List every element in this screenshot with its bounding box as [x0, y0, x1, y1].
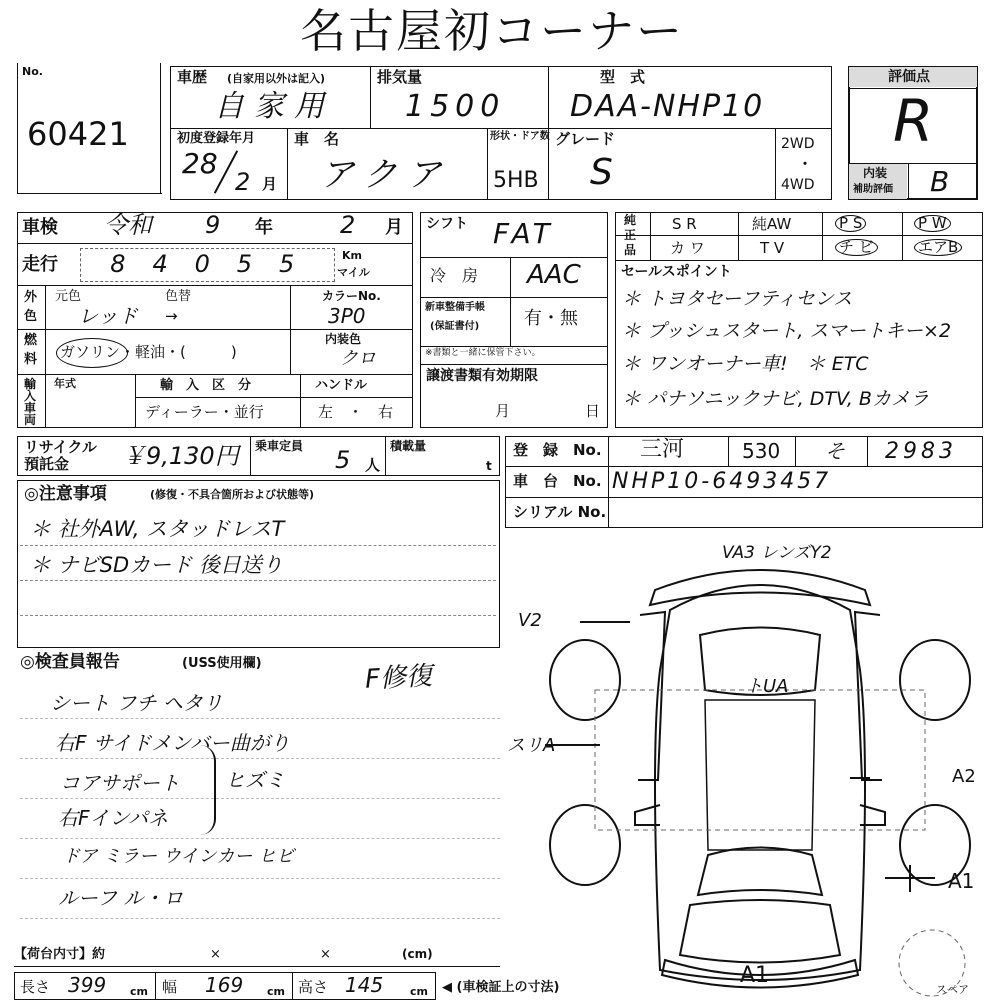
- genuine-label-2: 正: [624, 228, 637, 242]
- width-label: 幅: [162, 978, 178, 996]
- first-reg-month-unit: 月: [262, 175, 278, 193]
- inspection-month: 2: [340, 211, 356, 239]
- size-note: ◀ (車検証上の寸法): [442, 980, 560, 995]
- wheel-front-left: [550, 805, 620, 885]
- left-door-line: [638, 612, 665, 780]
- notes-title: ◎注意事項: [24, 484, 107, 504]
- diagram-spare: スペア: [936, 983, 969, 996]
- lot-border-right: [160, 63, 161, 193]
- cargo-unit: (cm): [402, 947, 433, 961]
- displacement-value: 1500: [405, 89, 506, 124]
- mileage-digit: 5: [236, 250, 253, 278]
- recycle-label-2: 預託金: [24, 455, 70, 473]
- color-label-a: 外: [24, 290, 38, 305]
- width-unit: cm: [267, 985, 285, 998]
- lot-no-label: No.: [22, 65, 43, 78]
- genuine-kawa: カ ワ: [670, 239, 705, 257]
- mileage-unit-km: Km: [342, 249, 362, 262]
- car-damage-diagram: [540, 550, 980, 1000]
- genuine-label-1: 純: [624, 213, 637, 227]
- sales-item: ＊ パナソニックナビ, DTV, Bカメラ: [622, 388, 929, 410]
- notes-item: ＊ ナビSDカード 後日送り: [30, 553, 283, 577]
- notes-sub: (修復・不具合箇所および状態等): [150, 488, 315, 501]
- length-label: 長さ: [20, 978, 51, 996]
- inspection-label: 車検: [22, 217, 58, 238]
- mileage-digit: 0: [194, 250, 210, 278]
- manual-note: ※書類と一緒に保管下さい。: [425, 348, 541, 358]
- lot-border-left: [17, 63, 18, 193]
- grade-label: グレード: [555, 130, 616, 148]
- color-code-label: カラーNo.: [322, 289, 381, 303]
- car-name-value: アクア: [320, 155, 451, 195]
- width-value: 169: [205, 973, 244, 997]
- import-cat-label: 輸 入 区 分: [160, 378, 252, 393]
- car-name-label: 車 名: [294, 130, 340, 148]
- first-reg-label: 初度登録年月: [177, 131, 256, 146]
- load-unit: t: [486, 459, 492, 473]
- fuel-label-a: 燃: [24, 333, 38, 348]
- inspector-sub: (USS使用欄): [182, 656, 262, 671]
- genuine-label-3: 品: [624, 243, 637, 257]
- model-type-value: DAA-NHP10: [570, 89, 765, 124]
- capacity-value: 5: [335, 446, 351, 474]
- inspector-line: 右Fインパネ: [58, 806, 169, 830]
- genuine-tv: T V: [760, 239, 785, 257]
- length-value: 399: [68, 973, 107, 997]
- shift-value: FAT: [493, 217, 554, 250]
- drive-4wd: 4WD: [781, 177, 815, 193]
- lot-border-bottom: [17, 193, 162, 194]
- fuel-label-b: 料: [24, 352, 38, 367]
- int-color-label: 内装色: [325, 332, 362, 346]
- rating-label: 評価点: [888, 69, 930, 85]
- right-door-line: [855, 612, 882, 780]
- inspector-line: ルーフ ル・ロ: [58, 886, 184, 910]
- inspector-line: 右F サイドメンバー曲がり: [55, 731, 290, 755]
- genuine-aw: 純AW: [752, 215, 792, 233]
- import-cat-value: ディーラー・並行: [145, 403, 264, 421]
- inspection-month-unit: 月: [385, 217, 403, 238]
- mileage-unit-mile: マイル: [337, 266, 370, 279]
- registration-class: 530: [742, 439, 781, 463]
- inspector-brace-note: ヒズミ: [225, 768, 285, 792]
- registration-number: 2983: [885, 439, 957, 464]
- rating-value: R: [893, 87, 934, 155]
- import-year-label: 年式: [54, 377, 76, 390]
- mileage-label: 走行: [22, 254, 58, 275]
- drive-sep: ・: [798, 157, 812, 173]
- load-label: 積載量: [390, 439, 427, 453]
- diagram-a2: A2: [952, 766, 976, 787]
- wheel-rear-right: [900, 640, 970, 720]
- first-reg-month: 2: [235, 168, 251, 196]
- inspector-brace: [200, 745, 216, 835]
- manual-value: 有・無: [524, 308, 578, 329]
- sales-item: ＊ トヨタセーフティセンス: [622, 288, 853, 310]
- rear-bumper: [650, 570, 870, 605]
- page-title: 名古屋初コーナー: [300, 4, 684, 58]
- capacity-label: 乗車定員: [255, 439, 304, 453]
- transfer-month: 月: [495, 402, 511, 420]
- windshield: [698, 848, 822, 896]
- color-orig-label: 元色: [55, 289, 82, 304]
- inspector-line: ドア ミラー ウインカー ヒビ: [62, 846, 295, 867]
- chassis-value: NHP10-6493457: [612, 469, 832, 494]
- diagram-a1-right: A1: [948, 869, 975, 893]
- grade-value: S: [590, 152, 613, 193]
- history-note: (自家用以外は記入): [227, 72, 326, 85]
- history-value: 自家用: [214, 89, 334, 124]
- wheel-rear-left: [550, 640, 620, 720]
- cargo-x1: ×: [210, 947, 221, 962]
- inspection-year-unit: 年: [255, 217, 273, 238]
- genuine-sr: S R: [672, 215, 697, 233]
- hood: [680, 900, 840, 963]
- color-value: レッド: [78, 304, 138, 328]
- ac-value: AAC: [527, 260, 581, 290]
- handle-label: ハンドル: [315, 378, 368, 393]
- fuel-gasoline-circle: [56, 338, 128, 368]
- color-change-label: 色替: [165, 289, 192, 304]
- diagram-a1-bottom: A1: [740, 963, 770, 988]
- handle-value: 左 ・ 右: [318, 403, 394, 421]
- recycle-value: ￥9,130円: [122, 442, 239, 470]
- height-value: 145: [345, 973, 384, 997]
- displacement-label: 排気量: [377, 68, 423, 86]
- capacity-unit: 人: [365, 456, 381, 474]
- color-arrow: →: [165, 307, 178, 325]
- inspection-year: 9: [205, 211, 221, 239]
- height-unit: cm: [410, 985, 428, 998]
- transfer-day: 日: [585, 402, 601, 420]
- lot-number: 60421: [27, 115, 129, 153]
- history-label: 車歴: [177, 68, 208, 86]
- roof: [705, 700, 815, 850]
- mileage-digit: 5: [278, 250, 295, 278]
- first-reg-year: 28: [182, 147, 218, 180]
- sales-item: ＊ ワンオーナー車! ＊ ETC: [622, 353, 869, 375]
- notes-item: ＊ 社外AW, スタッドレスT: [30, 517, 285, 541]
- sales-label: セールスポイント: [621, 264, 732, 280]
- height-label: 高さ: [298, 978, 329, 996]
- shift-label: シフト: [426, 216, 468, 232]
- color-label-b: 色: [24, 309, 38, 324]
- color-code-value: 3P0: [328, 304, 366, 328]
- interior-value: B: [930, 165, 950, 198]
- manual-label-2: (保証書付): [430, 321, 480, 332]
- inspector-title: ◎検査員報告: [20, 652, 120, 672]
- length-unit: cm: [130, 985, 148, 998]
- mileage-digit: 8: [110, 250, 126, 278]
- registration-area: 三河: [640, 437, 685, 462]
- diagram-rear-label: VA3 レンズY2: [722, 543, 832, 563]
- cargo-label: 【荷台内寸】約: [14, 947, 106, 962]
- inspector-line: コアサポート: [60, 771, 180, 795]
- model-type-label: 型 式: [600, 68, 646, 86]
- sales-item: ＊ プッシュスタート, スマートキー×2: [622, 320, 952, 342]
- int-color-value: クロ: [340, 348, 376, 369]
- inspection-era: 令和: [104, 211, 152, 239]
- genuine-chibi: チ ビ: [835, 239, 878, 256]
- cargo-x2: ×: [320, 947, 331, 962]
- diagram-ya: スリA: [507, 735, 556, 756]
- diagram-v2: V2: [518, 610, 542, 631]
- manual-label-1: 新車整備手帳: [425, 302, 485, 313]
- genuine-airbag: エアB: [914, 239, 962, 256]
- serial-label: シリアル No.: [513, 503, 607, 521]
- fuel-options: ガソリン・軽油・( ): [60, 343, 237, 361]
- inspector-line: シート フチ ヘタリ: [50, 691, 223, 715]
- interior-sub: 補助評価: [853, 184, 893, 195]
- registration-kana: そ: [825, 439, 845, 463]
- mileage-digit: 4: [152, 250, 168, 278]
- interior-label: 内装: [863, 166, 888, 180]
- body-label: 形状・ドア数: [490, 131, 550, 142]
- drive-2wd: 2WD: [781, 136, 815, 152]
- registration-label: 登 録 No.: [513, 441, 602, 459]
- genuine-pw: P W: [914, 215, 951, 232]
- ac-label: 冷 房: [430, 266, 479, 285]
- inspector-memo: F修復: [364, 661, 433, 695]
- chassis-label: 車 台 No.: [513, 472, 602, 490]
- diagram-sunroof: トUA: [745, 676, 789, 697]
- body-value: 5HB: [493, 168, 539, 193]
- recycle-label-1: リサイクル: [24, 438, 97, 456]
- genuine-ps: P S: [835, 215, 866, 232]
- import-label: 輸入車両: [24, 377, 37, 427]
- transfer-label: 譲渡書類有効期限: [426, 368, 538, 384]
